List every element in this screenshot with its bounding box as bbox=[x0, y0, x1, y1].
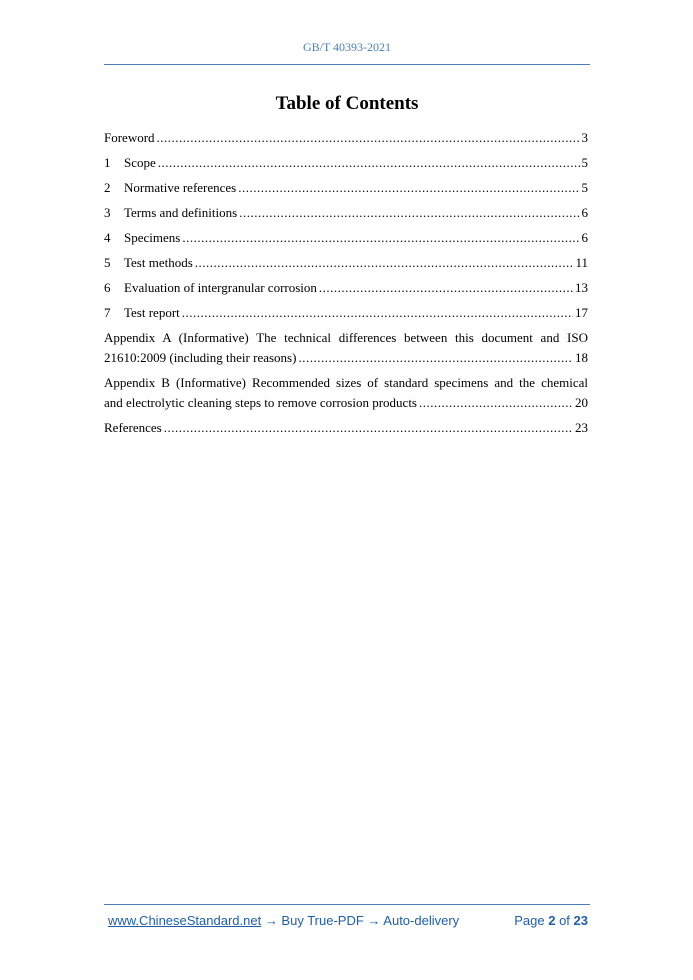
toc-leader-dots bbox=[182, 228, 579, 248]
promo-text: → Buy True-PDF → Auto-delivery bbox=[261, 913, 460, 928]
page-title: Table of Contents bbox=[275, 93, 419, 114]
page-label: Page bbox=[514, 913, 545, 928]
toc-entry-appendix-a[interactable] bbox=[104, 328, 588, 368]
toc-entry-text: Foreword bbox=[104, 130, 155, 145]
toc-entry-text: Normative references bbox=[124, 180, 237, 195]
document-id: GB/T 40393-2021 bbox=[302, 40, 392, 54]
table-of-contents bbox=[104, 128, 588, 443]
toc-section-number: 2 bbox=[104, 180, 111, 195]
toc-page-number: 17 bbox=[575, 305, 588, 320]
toc-entry-text: Evaluation of intergranular corrosion bbox=[124, 280, 317, 295]
toc-section-number: 4 bbox=[104, 230, 111, 245]
toc-section-number: 7 bbox=[104, 305, 111, 320]
toc-entry-text: References bbox=[104, 420, 162, 435]
toc-page-number: 3 bbox=[581, 130, 588, 145]
toc-entry-text-line1: Appendix B (Informative) Recommended sizes of standard specimens and the chemical bbox=[104, 375, 588, 390]
site-link[interactable]: www.ChineseStandard.net bbox=[108, 913, 262, 928]
toc-leader-dots bbox=[157, 128, 580, 148]
document-footer bbox=[108, 913, 588, 928]
page-indicator bbox=[514, 913, 588, 928]
page-current: 2 bbox=[548, 913, 556, 928]
toc-entry-normative-references[interactable] bbox=[104, 178, 588, 198]
toc-leader-dots bbox=[158, 153, 580, 173]
toc-page-number: 6 bbox=[581, 230, 588, 245]
toc-leader-dots bbox=[419, 393, 573, 413]
header-divider bbox=[104, 64, 590, 65]
page-of: of bbox=[559, 913, 570, 928]
toc-entry-test-report[interactable] bbox=[104, 303, 588, 323]
toc-page-number: 6 bbox=[581, 205, 588, 220]
footer-promo bbox=[108, 913, 459, 928]
toc-page-number: 20 bbox=[575, 395, 588, 410]
toc-entry-scope[interactable] bbox=[104, 153, 588, 173]
toc-page-number: 5 bbox=[581, 180, 588, 195]
document-header bbox=[104, 40, 590, 55]
toc-entry-text-line1: Appendix A (Informative) The technical differences between this document and ISO bbox=[104, 330, 588, 345]
toc-entry-text-line2: and electrolytic cleaning steps to remove corrosion products bbox=[104, 395, 417, 410]
toc-leader-dots bbox=[164, 418, 573, 438]
toc-entry-text: Specimens bbox=[124, 230, 181, 245]
toc-entry-terms-and-definitions[interactable] bbox=[104, 203, 588, 223]
toc-leader-dots bbox=[182, 303, 573, 323]
toc-leader-dots bbox=[195, 253, 574, 273]
toc-entry-text: Scope bbox=[124, 155, 156, 170]
toc-entry-appendix-b[interactable] bbox=[104, 373, 588, 413]
toc-page-number: 23 bbox=[575, 420, 588, 435]
page-total: 23 bbox=[573, 913, 588, 928]
toc-leader-dots bbox=[239, 203, 579, 223]
toc-entry-text: Test report bbox=[124, 305, 180, 320]
toc-leader-dots bbox=[319, 278, 573, 298]
toc-section-number: 5 bbox=[104, 255, 111, 270]
toc-section-number: 6 bbox=[104, 280, 111, 295]
toc-section-number: 3 bbox=[104, 205, 111, 220]
toc-entry-text: Terms and definitions bbox=[124, 205, 238, 220]
toc-leader-dots bbox=[298, 348, 573, 368]
toc-page-number: 18 bbox=[575, 350, 588, 365]
toc-page-number: 13 bbox=[575, 280, 588, 295]
toc-entry-evaluation[interactable] bbox=[104, 278, 588, 298]
toc-entry-references[interactable] bbox=[104, 418, 588, 438]
toc-section-number: 1 bbox=[104, 155, 111, 170]
toc-page-number: 5 bbox=[581, 155, 588, 170]
toc-entry-test-methods[interactable] bbox=[104, 253, 588, 273]
toc-leader-dots bbox=[238, 178, 579, 198]
toc-page-number: 11 bbox=[575, 255, 588, 270]
toc-entry-specimens[interactable] bbox=[104, 228, 588, 248]
toc-entry-text-line2: 21610:2009 (including their reasons) bbox=[104, 350, 297, 365]
toc-entry-text: Test methods bbox=[124, 255, 193, 270]
footer-divider bbox=[104, 904, 590, 905]
toc-entry-foreword[interactable] bbox=[104, 128, 588, 148]
